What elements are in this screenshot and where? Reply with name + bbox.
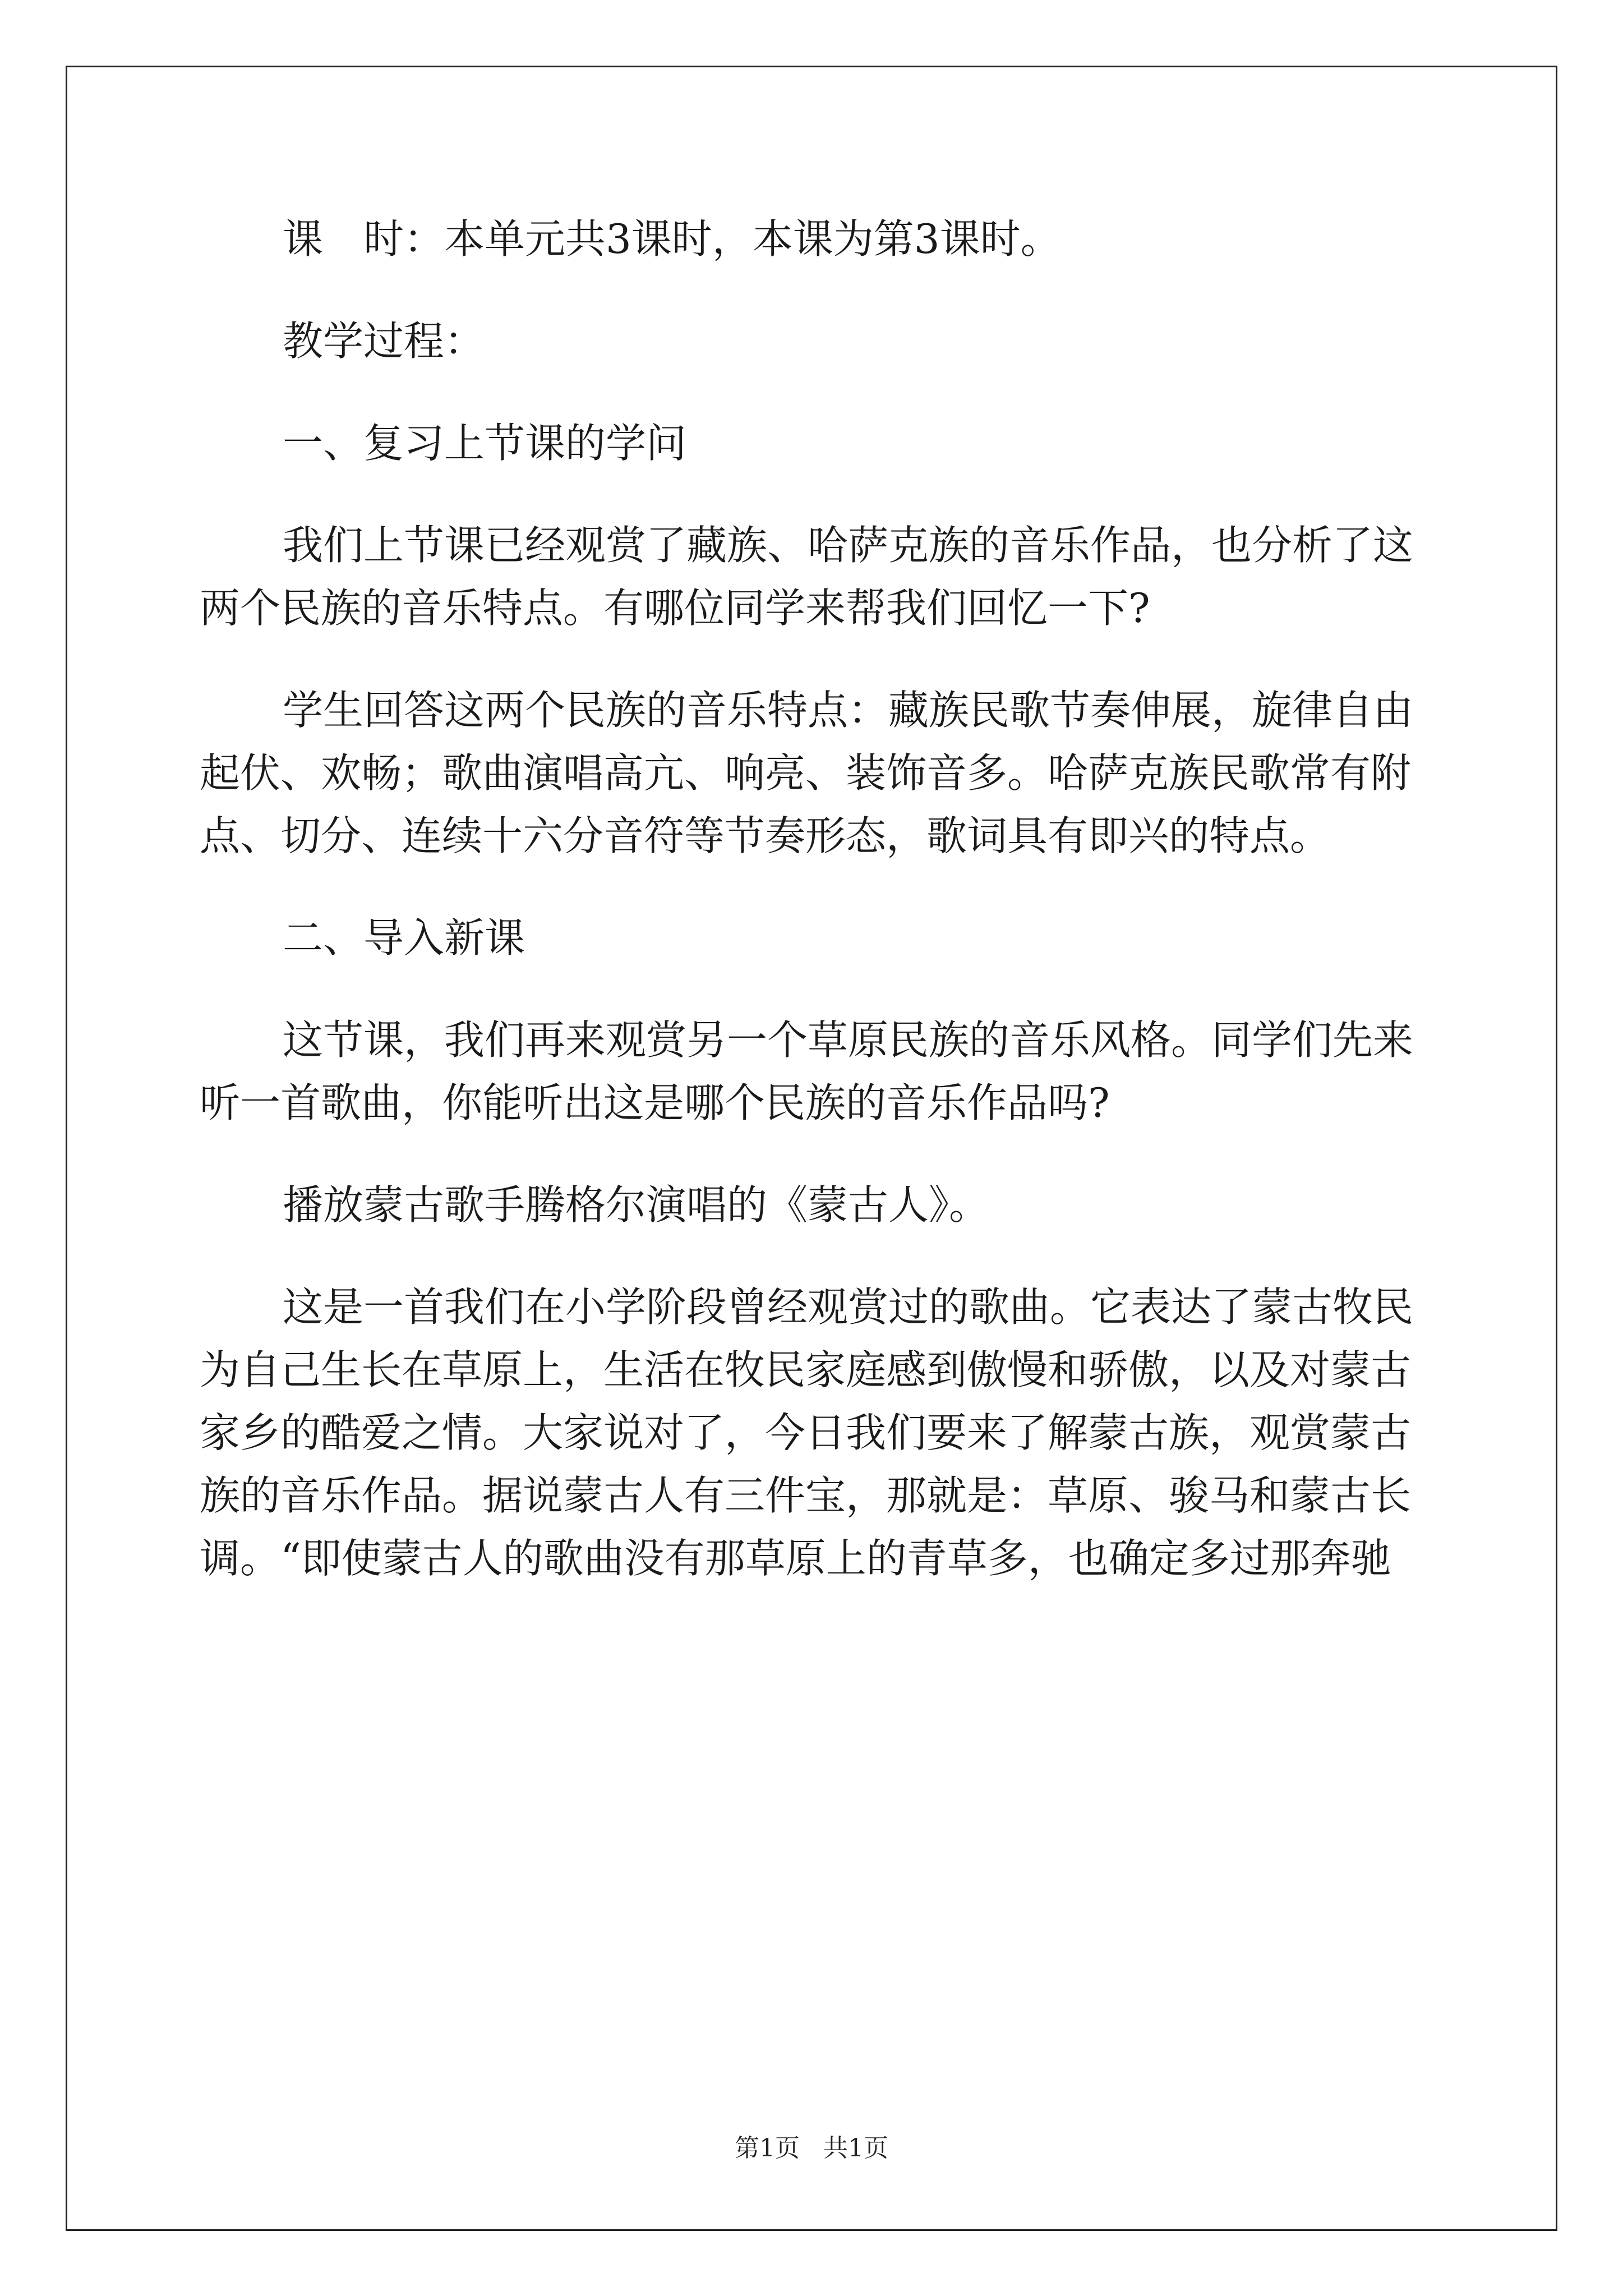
document-body [200,208,1428,1590]
paragraph-line: 起伏、欢畅；歌曲演唱高亢、响亮、装饰音多。哈萨克族民歌常有附 [200,749,1412,797]
paragraph-line: 学生回答这两个民族的音乐特点：藏族民歌节奏伸展，旋律自由 [283,687,1414,734]
lesson-hours-line: 课 时：本单元共3课时，本课为第3课时。 [283,215,1061,263]
paragraph-line: 播放蒙古歌手腾格尔演唱的《蒙古人》。 [283,1181,990,1228]
paragraph-line: 听一首歌曲，你能听出这是哪个民族的音乐作品吗? [200,1079,1110,1126]
page-footer [0,2132,1623,2165]
paragraph-line: 我们上节课已经观赏了藏族、哈萨克族的音乐作品，也分析了这 [283,522,1414,569]
page-number: 第1页 [735,2134,800,2162]
paragraph-line: 两个民族的音乐特点。有哪位同学来帮我们回忆一下? [200,585,1150,632]
paragraph-line: 家乡的酷爱之情。大家说对了，今日我们要来了解蒙古族，观赏蒙古 [200,1409,1412,1456]
paragraph-line: 调。“即使蒙古人的歌曲没有那草原上的青草多，也确定多过那奔驰 [200,1535,1391,1582]
paragraph-line: 这节课，我们再来观赏另一个草原民族的音乐风格。同学们先来 [283,1016,1414,1064]
teaching-process-heading: 教学过程： [283,318,485,365]
paragraph-line: 为自己生长在草原上，生活在牧民家庭感到傲慢和骄傲，以及对蒙古 [200,1346,1412,1393]
page-total: 共1页 [823,2134,888,2162]
paragraph-line: 这是一首我们在小学阶段曾经观赏过的歌曲。它表达了蒙古牧民 [283,1283,1414,1331]
section-one-heading: 一、复习上节课的学问 [283,420,687,467]
paragraph-line: 点、切分、连续十六分音符等节奏形态，歌词具有即兴的特点。 [200,812,1331,859]
section-two-heading: 二、导入新课 [283,914,525,961]
paragraph-line: 族的音乐作品。据说蒙古人有三件宝，那就是：草原、骏马和蒙古长 [200,1472,1412,1519]
